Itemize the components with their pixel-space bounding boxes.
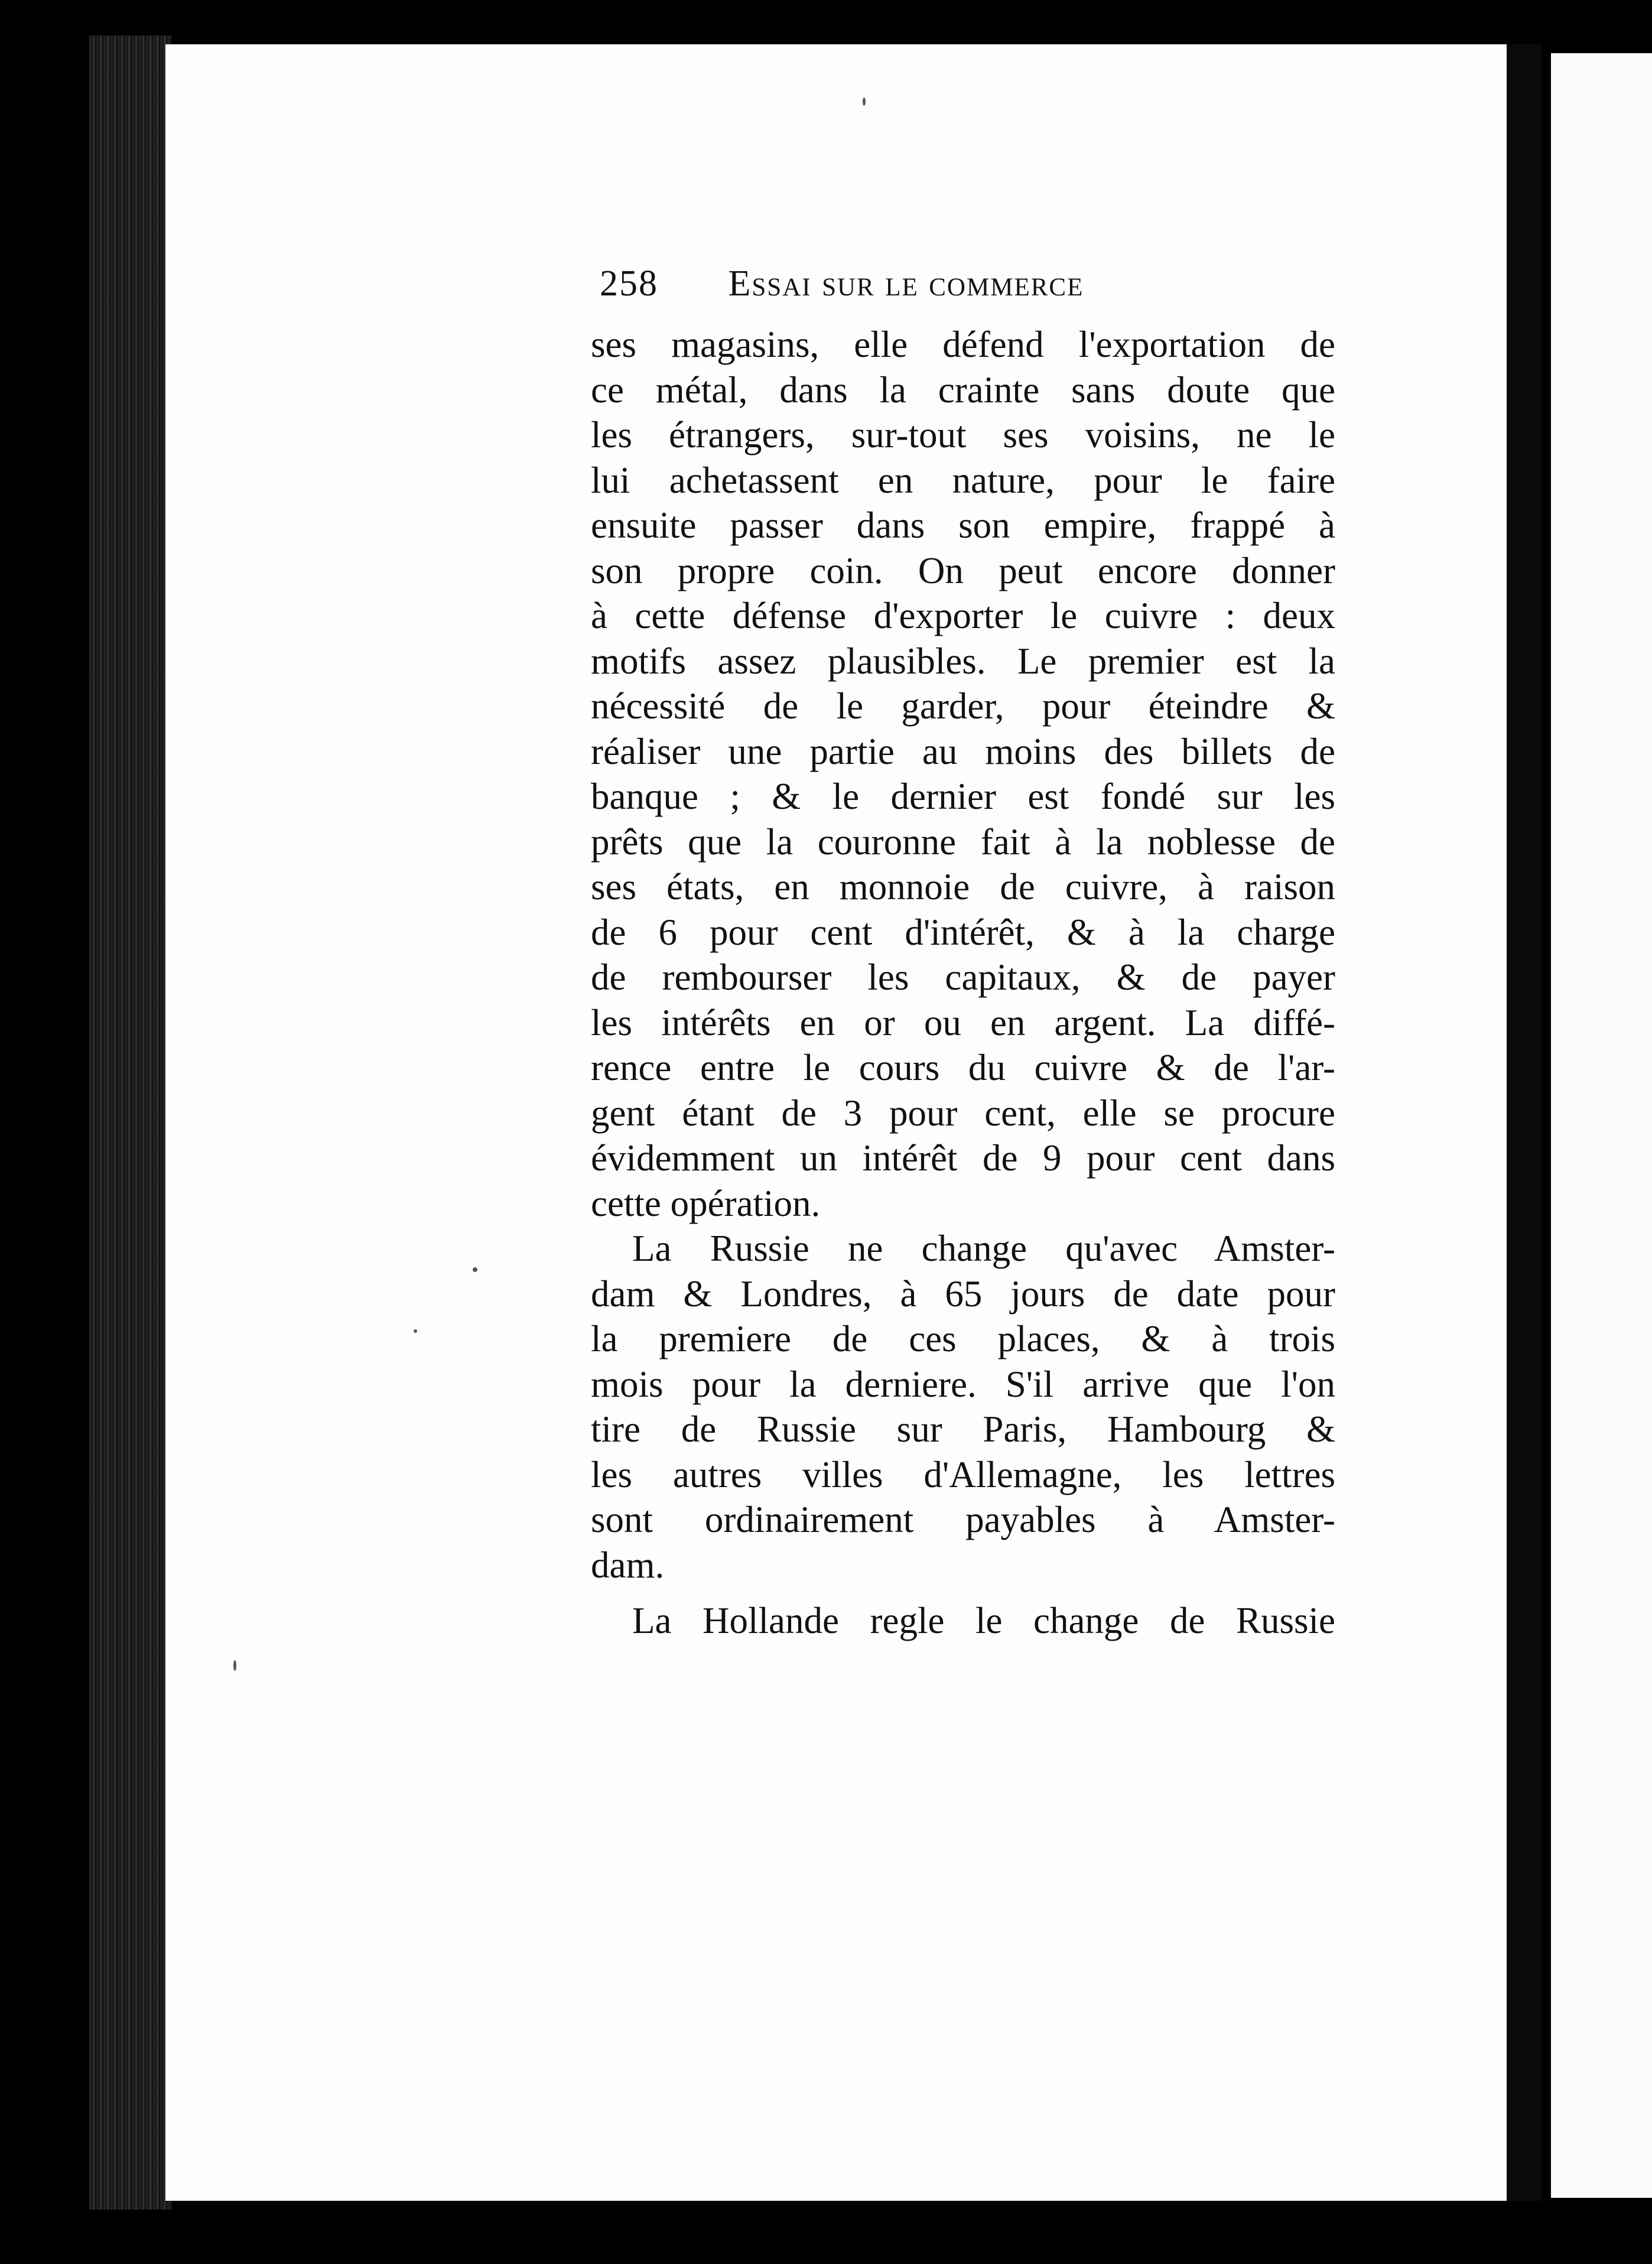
text-line: banque ; & le dernier est fondé sur les — [591, 776, 1335, 817]
text-line: de 6 pour cent d'intérêt, & à la charge — [591, 911, 1335, 953]
paragraph — [591, 322, 1335, 1226]
text-line: nécessité de le garder, pour éteindre & — [591, 685, 1335, 727]
text-line: ses états, en monnoie de cuivre, à raison — [591, 866, 1335, 907]
page-edge-shadow — [1507, 44, 1542, 2201]
text-line: dam. — [591, 1544, 665, 1586]
text-line: son propre coin. On peut encore donner — [591, 549, 1335, 591]
text-line: La Hollande regle le change de Russie — [632, 1600, 1335, 1641]
text-line: ses magasins, elle défend l'exportation de — [591, 324, 1335, 365]
paragraph — [591, 1598, 1335, 1644]
text-line: sont ordinairement payables à Amster- — [591, 1499, 1335, 1540]
scan-speck — [473, 1267, 477, 1272]
text-line: La Russie ne change qu'avec Amster- — [632, 1228, 1335, 1269]
page-header — [600, 263, 1341, 316]
scan-speck — [233, 1660, 236, 1671]
text-line: ce métal, dans la crainte sans doute que — [591, 369, 1335, 411]
text-line: gent étant de 3 pour cent, elle se procure — [591, 1092, 1335, 1134]
text-line: prêts que la couronne fait à la noblesse de — [591, 821, 1335, 863]
running-title: Essai sur le commerce — [728, 264, 1084, 304]
paragraph — [591, 1226, 1335, 1588]
text-line: les autres villes d'Allemagne, les lettres — [591, 1453, 1335, 1495]
text-line: la premiere de ces places, & à trois — [591, 1318, 1335, 1359]
text-line: les étrangers, sur-tout ses voisins, ne le — [591, 414, 1335, 456]
text-line: motifs assez plausibles. Le premier est la — [591, 640, 1335, 682]
paragraph-gap — [591, 1588, 1335, 1598]
facing-page-edge — [1551, 53, 1652, 2198]
page-number: 258 — [600, 264, 658, 304]
body-text — [591, 322, 1335, 1644]
text-line: à cette défense d'exporter le cuivre : deux — [591, 595, 1335, 636]
text-line: réaliser une partie au moins des billets de — [591, 730, 1335, 772]
text-line: lui achetassent en nature, pour le faire — [591, 459, 1335, 501]
text-line: ensuite passer dans son empire, frappé à — [591, 505, 1335, 546]
book-gutter — [89, 35, 171, 2210]
text-line: évidemment un intérêt de 9 pour cent dans — [591, 1137, 1335, 1179]
scan-speck — [414, 1329, 417, 1333]
text-line: dam & Londres, à 65 jours de date pour — [591, 1273, 1335, 1315]
text-line: les intérêts en or ou en argent. La diffé- — [591, 1001, 1335, 1043]
text-line: tire de Russie sur Paris, Hambourg & — [591, 1409, 1335, 1450]
text-line: rence entre le cours du cuivre & de l'ar- — [591, 1047, 1335, 1088]
text-line: mois pour la derniere. S'il arrive que l'on — [591, 1363, 1335, 1405]
scan-speck — [863, 97, 866, 106]
text-line: cette opération. — [591, 1182, 821, 1224]
text-line: de rembourser les capitaux, & de payer — [591, 957, 1335, 998]
